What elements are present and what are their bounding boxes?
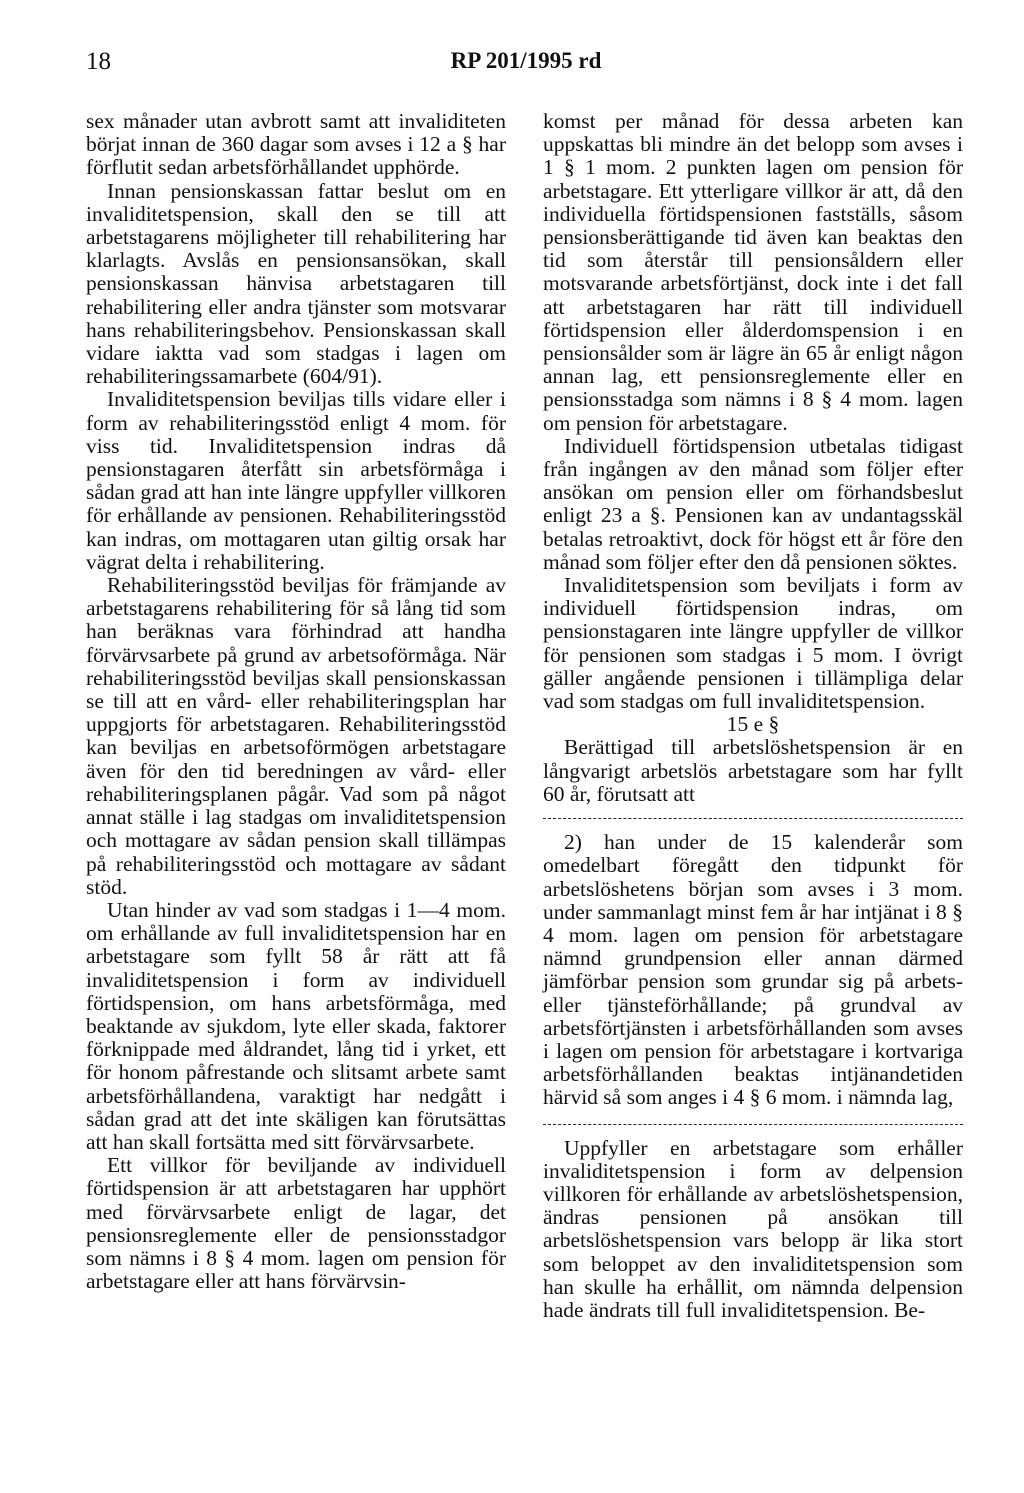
paragraph: Innan pensionskassan fattar beslut om en invaliditetspension, skall den se till att arbetstagarens möjligheter till rehabilitering har klarlagts. Avslås en pensionsansökan, skall pensionskassan hänvisa arbetstagaren till rehabilitering eller andra tjänster som motsvarar hans rehabiliteringsbehov. Pensionskassan skall vidare iaktta vad som stadgas i lagen om rehabiliteringssamarbete (604/91). xyxy=(86,178,506,389)
paragraph: Rehabiliteringsstöd beviljas för främjande av arbetstagarens rehabilitering för så lång tid som han beräknas vara förhindrad att handha förvärvsarbete på grund av arbetsoförmåga. När rehabiliteringsstöd beviljas skall pensionskassan se till att en vård- eller rehabiliteringsplan har uppgjorts för arbetstagaren. Rehabiliteringsstöd kan beviljas en arbetsoförmögen arbetstagare även för den tid beredningen av vård- eller rehabiliteringsplanen pågår. Vad som på något annat ställe i lag stadgas om invaliditetspension och mottagare av sådan pension skall tillämpas på rehabiliteringsstöd och mottagare av sådant stöd. xyxy=(86,573,506,899)
document-reference: RP 201/1995 rd xyxy=(450,48,602,73)
paragraph: sex månader utan avbrott samt att invaliditeten börjat innan de 360 dagar som avses i 12 a § har förflutit sedan arbetsförhållandet upphörde. xyxy=(86,109,506,180)
page-number: 18 xyxy=(86,48,111,75)
omission-dash-line xyxy=(543,818,963,819)
section-intro: Berättigad till arbetslöshetspension är en långvarigt arbetslös arbetstagare som har fyllt 60 år, förutsatt att xyxy=(543,735,963,806)
paragraph: Individuell förtidspension utbetalas tidigast från ingången av den månad som följer efter ansökan om pension eller om förhandsbeslut enligt 23 a §. Pensionen kan av undantagsskäl betalas retroaktivt, dock för högst ett år före den månad som följer efter den då pensionen söktes. xyxy=(543,433,963,574)
paragraph: Invaliditetspension beviljas tills vidare eller i form av rehabiliteringsstöd enligt 4 mom. för viss tid. Invaliditetspension indras då pensionstagaren återfått sin arbetsförmåga i sådan grad att han inte längre uppfyller villkoren för erhållande av pensionen. Rehabiliteringsstöd kan indras, om mottagaren utan giltig orsak har vägrat delta i rehabilitering. xyxy=(86,387,506,574)
paragraph: komst per månad för dessa arbeten kan uppskattas bli mindre än det belopp som avses i 1 § 1 mom. 2 punkten lagen om pension för arbetstagare. Ett ytterligare villkor är att, då den individuella förtidspensionen fastställs, såsom pensionsberättigande tid även kan beaktas den tid som återstår till pensionsåldern eller motsvarande arbetsförtjänst, dock inte i det fall att arbetstagaren har rätt till individuell förtidspension eller ålderdomspension i en pensionsålder som är lägre än 65 år enligt någon annan lag, ett pensionsreglemente eller en pensionsstadga som nämns i 8 § 4 mom. lagen om pension för arbetstagare. xyxy=(543,109,963,435)
numbered-point: 2) han under de 15 kalenderår som omedelbart föregått den tidpunkt för arbetslöshetens början som avses i 3 mom. under sammanlagt minst fem år har intjänat i 8 § 4 mom. lagen om pension för arbetstagare nämnd grundpension eller annan därmed jämförbar pension som grundar sig på arbets- eller tjänsteförhållande; på grundval av arbetsförtjänsten i arbetsförhållanden som avses i lagen om pension för arbetstagare i kortvariga arbetsförhållanden beaktas intjänandetiden härvid så som anges i 4 § 6 mom. i nämnda lag, xyxy=(543,830,963,1110)
section-heading: 15 e § xyxy=(726,712,780,737)
paragraph: Ett villkor för beviljande av individuell förtidspension är att arbetstagaren har upphört med förvärvsarbete enligt de lagar, det pensionsreglemente eller de pensionsstadgor som nämns i 8 § 4 mom. lagen om pension för arbetstagare eller att hans förvärvsin- xyxy=(86,1153,506,1294)
paragraph: Invaliditetspension som beviljats i form av individuell förtidspension indras, om pensionstagaren inte längre uppfyller de villkor för pensionen som stadgas i 5 mom. I övrigt gäller angående pensionen i tillämpliga delar vad som stadgas om full invaliditetspension. xyxy=(543,573,963,714)
left-column xyxy=(86,110,506,1293)
page-header xyxy=(86,48,966,82)
paragraph: Utan hinder av vad som stadgas i 1—4 mom. om erhållande av full invaliditetspension har en arbetstagare som fyllt 58 år rätt att få invaliditetspension i form av individuell förtidspension, om hans arbetsförmåga, med beaktande av sjukdom, lyte eller skada, faktorer förknippade med åldrandet, lång tid i yrket, ett för honom påfrestande och slitsamt arbete samt arbetsförhållandena, varaktigt har nedgått i sådan grad att det inte skäligen kan förutsättas att han skall fortsätta med sitt förvärvsarbete. xyxy=(86,897,506,1154)
omission-dash-line xyxy=(543,1124,963,1125)
right-column xyxy=(543,110,963,1322)
paragraph: Uppfyller en arbetstagare som erhåller invaliditetspension i form av delpension villkoren för erhållande av arbetslöshetspension, ändras pensionen på ansökan till arbetslöshetspension vars belopp är lika stort som beloppet av den invaliditetspension som han skulle ha erhållit, om nämnda delpension hade ändrats till full invaliditetspension. Be- xyxy=(543,1135,963,1322)
